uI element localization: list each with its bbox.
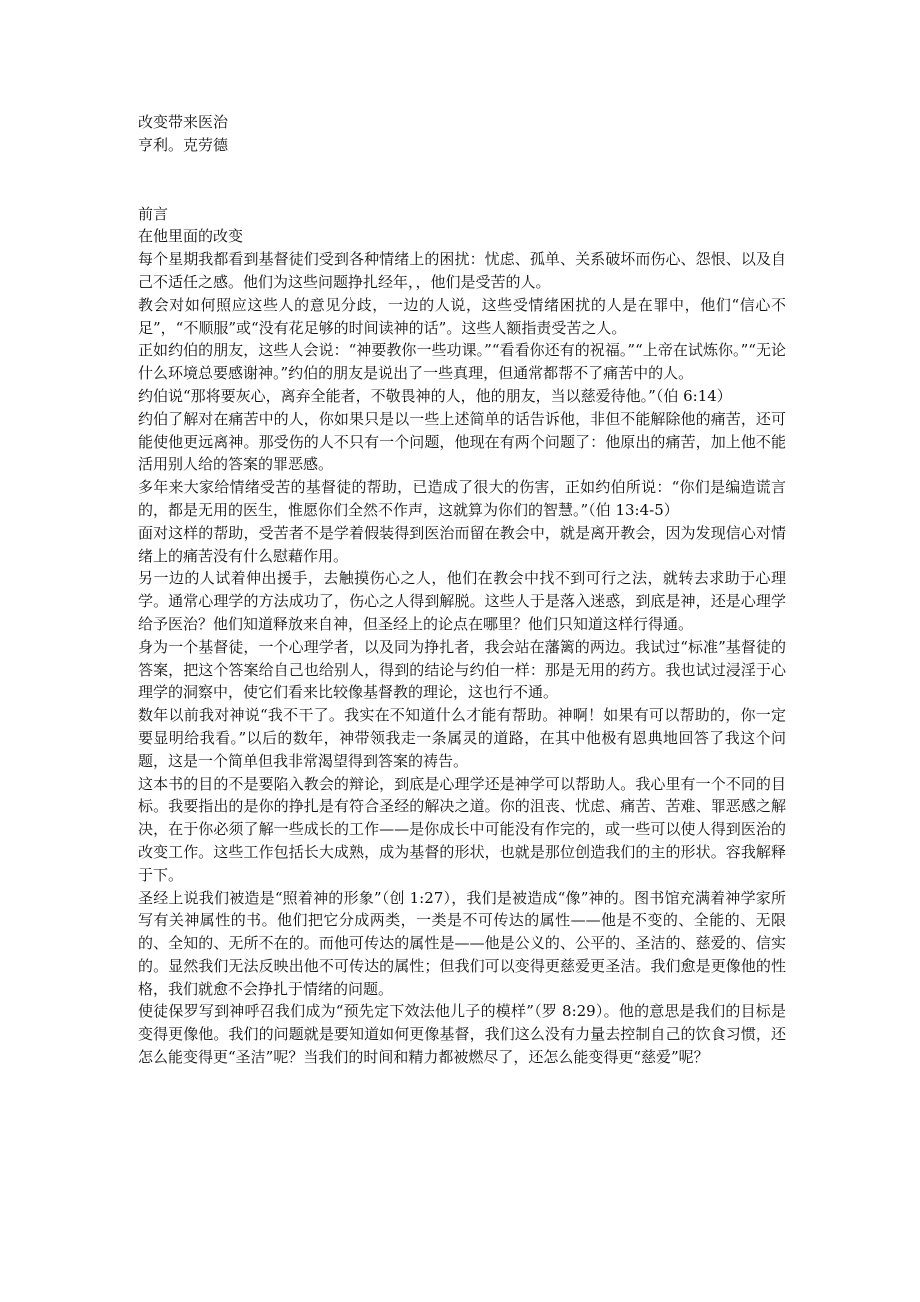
paragraph: 教会对如何照应这些人的意见分歧，一边的人说，这些受情绪困扰的人是在罪中，他们“信心不足”，“不顺服”或“没有花足够的时间读神的话”。这些人额指责受苦之人。 (138, 295, 786, 337)
paragraph: 每个星期我都看到基督徒们受到各种情绪上的困扰：忧虑、孤单、关系破坏而伤心、怨恨、以及自己不适任之感。他们为这些问题挣扎经年，，他们是受苦的人。 (138, 250, 786, 291)
document-page (138, 111, 786, 1069)
paragraph: 身为一个基督徒，一个心理学者，以及同为挣扎者，我会站在藩篱的两边。我试过“标准”基督徒的答案，把这个答案给自己也给别人，得到的结论与约伯一样：那是无用的药方。我也试过浸淫于心理学的洞察中，使它们看来比较像基督教的理论，这也行不通。 (138, 637, 786, 702)
document-title: 改变带来医治 (138, 113, 229, 131)
section-heading: 前言 (138, 204, 169, 223)
paragraph: 面对这样的帮助，受苦者不是学着假装得到医治而留在教会中，就是离开教会，因为发现信心对情绪上的痛苦没有什么慰藉作用。 (138, 523, 786, 565)
paragraph: 这本书的目的不是要陷入教会的辩论，到底是心理学还是神学可以帮助人。我心里有一个不同的目标。我要指出的是你的挣扎是有符合圣经的解决之道。你的沮丧、忧虑、痛苦、苦难、罪恶感之解决，在于你必须了解一些成长的工作——是你成长中可能没有作完的，或一些可以使人得到医治的改变工作。这些工作包括长大成熟，成为基督的形状，也就是那位创造我们的主的形状。容我解释于下。 (138, 774, 786, 884)
paragraph: 约伯说“那将要灰心，离弃全能者，不敬畏神的人，他的朋友，当以慈爱待他。”（伯 6:14） (138, 386, 732, 405)
spacer (138, 157, 786, 203)
document-author: 亨利。克劳德 (138, 135, 229, 154)
paragraph: 圣经上说我们被造是“照着神的形象”（创 1:27），我们是被造成“像”神的。图书馆充满着神学家所写有关神属性的书。他们把它分成两类，一类是不可传达的属性——他是不变的、全能的、无限的、全知的、无所不在的。而他可传达的属性是——他是公义的、公平的、圣洁的、慈爱的、信实的。显然我们无法反映出他不可传达的属性；但我们可以变得更慈爱更圣洁。我们愈是更像他的性格，我们就愈不会挣扎于情绪的问题。 (138, 888, 786, 998)
paragraph: 约伯了解对在痛苦中的人，你如果只是以一些上述简单的话告诉他，非但不能解除他的痛苦，还可能使他更远离神。那受伤的人不只有一个问题，他现在有两个问题了：他原出的痛苦，加上他不能活用别人给的答案的罪恶感。 (138, 409, 786, 474)
paragraph: 正如约伯的朋友，这些人会说：“神要教你一些功课。”“看看你还有的祝福。”“上帝在试炼你。”“无论什么环境总要感谢神。”约伯的朋友是说出了一些真理，但通常都帮不了痛苦中的人。 (138, 341, 786, 383)
paragraph: 多年来大家给情绪受苦的基督徒的帮助，已造成了很大的伤害，正如约伯所说：“你们是编造谎言的，都是无用的医生，惟愿你们全然不作声，这就算为你们的智慧。”（伯 13:4-5） (138, 478, 786, 519)
section-subheading: 在他里面的改变 (138, 227, 244, 246)
paragraph: 另一边的人试着伸出援手，去触摸伤心之人，他们在教会中找不到可行之法，就转去求助于心理学。通常心理学的方法成功了，伤心之人得到解脱。这些人于是落入迷惑，到底是神，还是心理学给予医治？他们知道释放来自神，但圣经上的论点在哪里？他们只知道这样行得通。 (138, 569, 786, 633)
paragraph: 使徒保罗写到神呼召我们成为“预先定下效法他儿子的模样”（罗 8:29）。他的意思是我们的目标是变得更像他。我们的问题就是要知道如何更像基督，我们这么没有力量去控制自己的饮食习惯，还怎么能变得更“圣洁”呢？当我们的时间和精力都被燃尽了，还怎么能变得更“慈爱”呢？ (138, 1002, 786, 1067)
paragraph: 数年以前我对神说“我不干了。我实在不知道什么才能有帮助。神啊！如果有可以帮助的，你一定要显明给我看。”以后的数年，神带领我走一条属灵的道路，在其中他极有恩典地回答了我这个问题，这是一个简单但我非常渴望得到答案的祷告。 (138, 706, 786, 770)
